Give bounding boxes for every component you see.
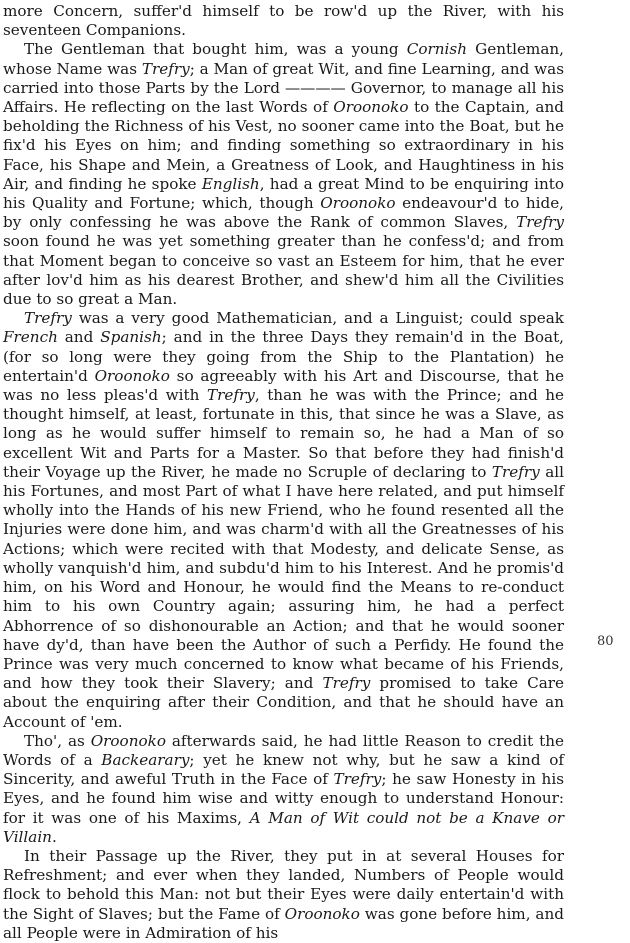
- italic-text: English: [201, 174, 260, 193]
- body-text: [3, 2, 564, 943]
- italic-text: Trefry: [516, 213, 564, 232]
- paragraph: [3, 309, 564, 731]
- italic-text: Spanish: [100, 328, 162, 347]
- italic-text: Backearary: [101, 750, 190, 769]
- italic-text: Oroonoko: [94, 366, 170, 385]
- italic-text: French: [3, 328, 58, 347]
- text-run: to the Captain, and beholding the Richness of his Vest, no sooner came into the Boat, but he fix'd his Eyes on him; and finding something so extraordinary in his Face, his Shape and Mein, a Greatness of Look, and Haughtiness in his Air, and finding he spoke: [3, 98, 564, 193]
- paragraph: [3, 732, 564, 847]
- text-run: .: [51, 827, 57, 846]
- italic-text: Oroonoko: [90, 731, 166, 750]
- italic-text: Oroonoko: [320, 194, 396, 213]
- text-run: ; and in the three Days they remain'd in the Boat, (for so long were they going from the Ship to the Plantation) he entertain'd: [3, 328, 564, 385]
- text-run: , than he was with the Prince; and he thought himself, at least, fortunate in this, that since he was a Slave, as long as he would suffer himself to remain so, he had a Man of so excellent Wit and Parts for a Master. So that before they had finish'd their Voyage up the River, he made no Scruple of declaring to: [3, 386, 564, 481]
- text-run: more Concern, suffer'd himself to be row'd up the River, with his seventeen Companions.: [3, 2, 564, 40]
- text-run: all his Fortunes, and most Part of what I have here related, and put himself wholly into the Hands of his new Friend, who he found resented all the Injuries were done him, and was charm'd with all the Greatnesses of his Actions; which were recited with that Modesty, and delicate Sense, as wholly vanquish'd him, and subdu'd him to his Interest. And he promis'd him, on his Word and Honour, he would find the Means to re-conduct him to his own Country again; assuring him, he had a perfect Abhorrence of so dishonourable an Action; and that he would sooner have dy'd, than have been the Author of such a Perfidy. He found the Prince was very much concerned to know what became of his Friends, and how they took their Slavery; and: [3, 462, 564, 693]
- page-number: 80: [597, 634, 614, 649]
- text-run: and: [57, 328, 101, 347]
- text-run: In their Passage up the River, they put in at several Houses for Refreshment; and ever when they landed, Numbers of People would flock to behold this Man: not but their Eyes were daily entertain'd with the Sight of Slaves; but the Fame of: [3, 846, 564, 923]
- italic-text: Oroonoko: [284, 904, 360, 923]
- text-run: soon found he was yet something greater than he confess'd; and from that Moment began to conceive so vast an Esteem for him, that he ever after lov'd him as his dearest Brother, and shew'd him all the Civilities due to so great a Man.: [3, 232, 564, 309]
- italic-text: Cornish: [406, 40, 467, 59]
- paragraph: [3, 847, 564, 943]
- paragraph: [3, 2, 564, 40]
- text-run: endeavour'd to hide, by only confessing he was above the Rank of common Slaves,: [3, 194, 565, 232]
- italic-text: Trefry: [333, 770, 382, 789]
- text-run: was a very good Mathematician, and a Linguist; could speak: [71, 309, 564, 328]
- paragraph: [3, 40, 564, 309]
- italic-text: Trefry: [24, 309, 72, 328]
- text-run: ; yet he knew not why, but he saw a kind of Sincerity, and aweful Truth in the Face of: [3, 750, 564, 789]
- text-run: afterwards said, he had little Reason to credit the Words of a: [3, 731, 564, 769]
- text-run: The Gentleman that bought him, was a young: [24, 40, 407, 59]
- text-run: Tho', as: [24, 731, 91, 750]
- italic-text: Trefry: [322, 674, 371, 693]
- text-run: was gone before him, and all People were in Admiration of his: [3, 904, 564, 942]
- text-run: , had a great Mind to be enquiring into his Quality and Fortune; which, though: [3, 174, 564, 213]
- italic-text: Trefry: [206, 386, 255, 405]
- text-run: so agreeably with his Art and Discourse, that he was no less pleas'd with: [3, 366, 564, 405]
- text-run: Gentleman, whose Name was: [3, 40, 564, 78]
- text-run: promised to take Care about the enquiring after their Condition, and that he should have an Account of 'em.: [3, 674, 565, 731]
- text-run: ; a Man of great Wit, and fine Learning, and was carried into those Parts by the Lord ———— Governor, to manage all his Affairs. He reflecting on the last Words of: [3, 59, 564, 117]
- italic-text: Oroonoko: [333, 98, 409, 117]
- text-run: ; he saw Honesty in his Eyes, and he found him wise and witty enough to understand Honour: for it was one of his Maxims,: [3, 770, 564, 827]
- italic-text: Trefry: [141, 59, 190, 78]
- italic-text: A Man of Wit could not be a Knave or Villain: [3, 808, 564, 846]
- italic-text: Trefry: [491, 462, 540, 481]
